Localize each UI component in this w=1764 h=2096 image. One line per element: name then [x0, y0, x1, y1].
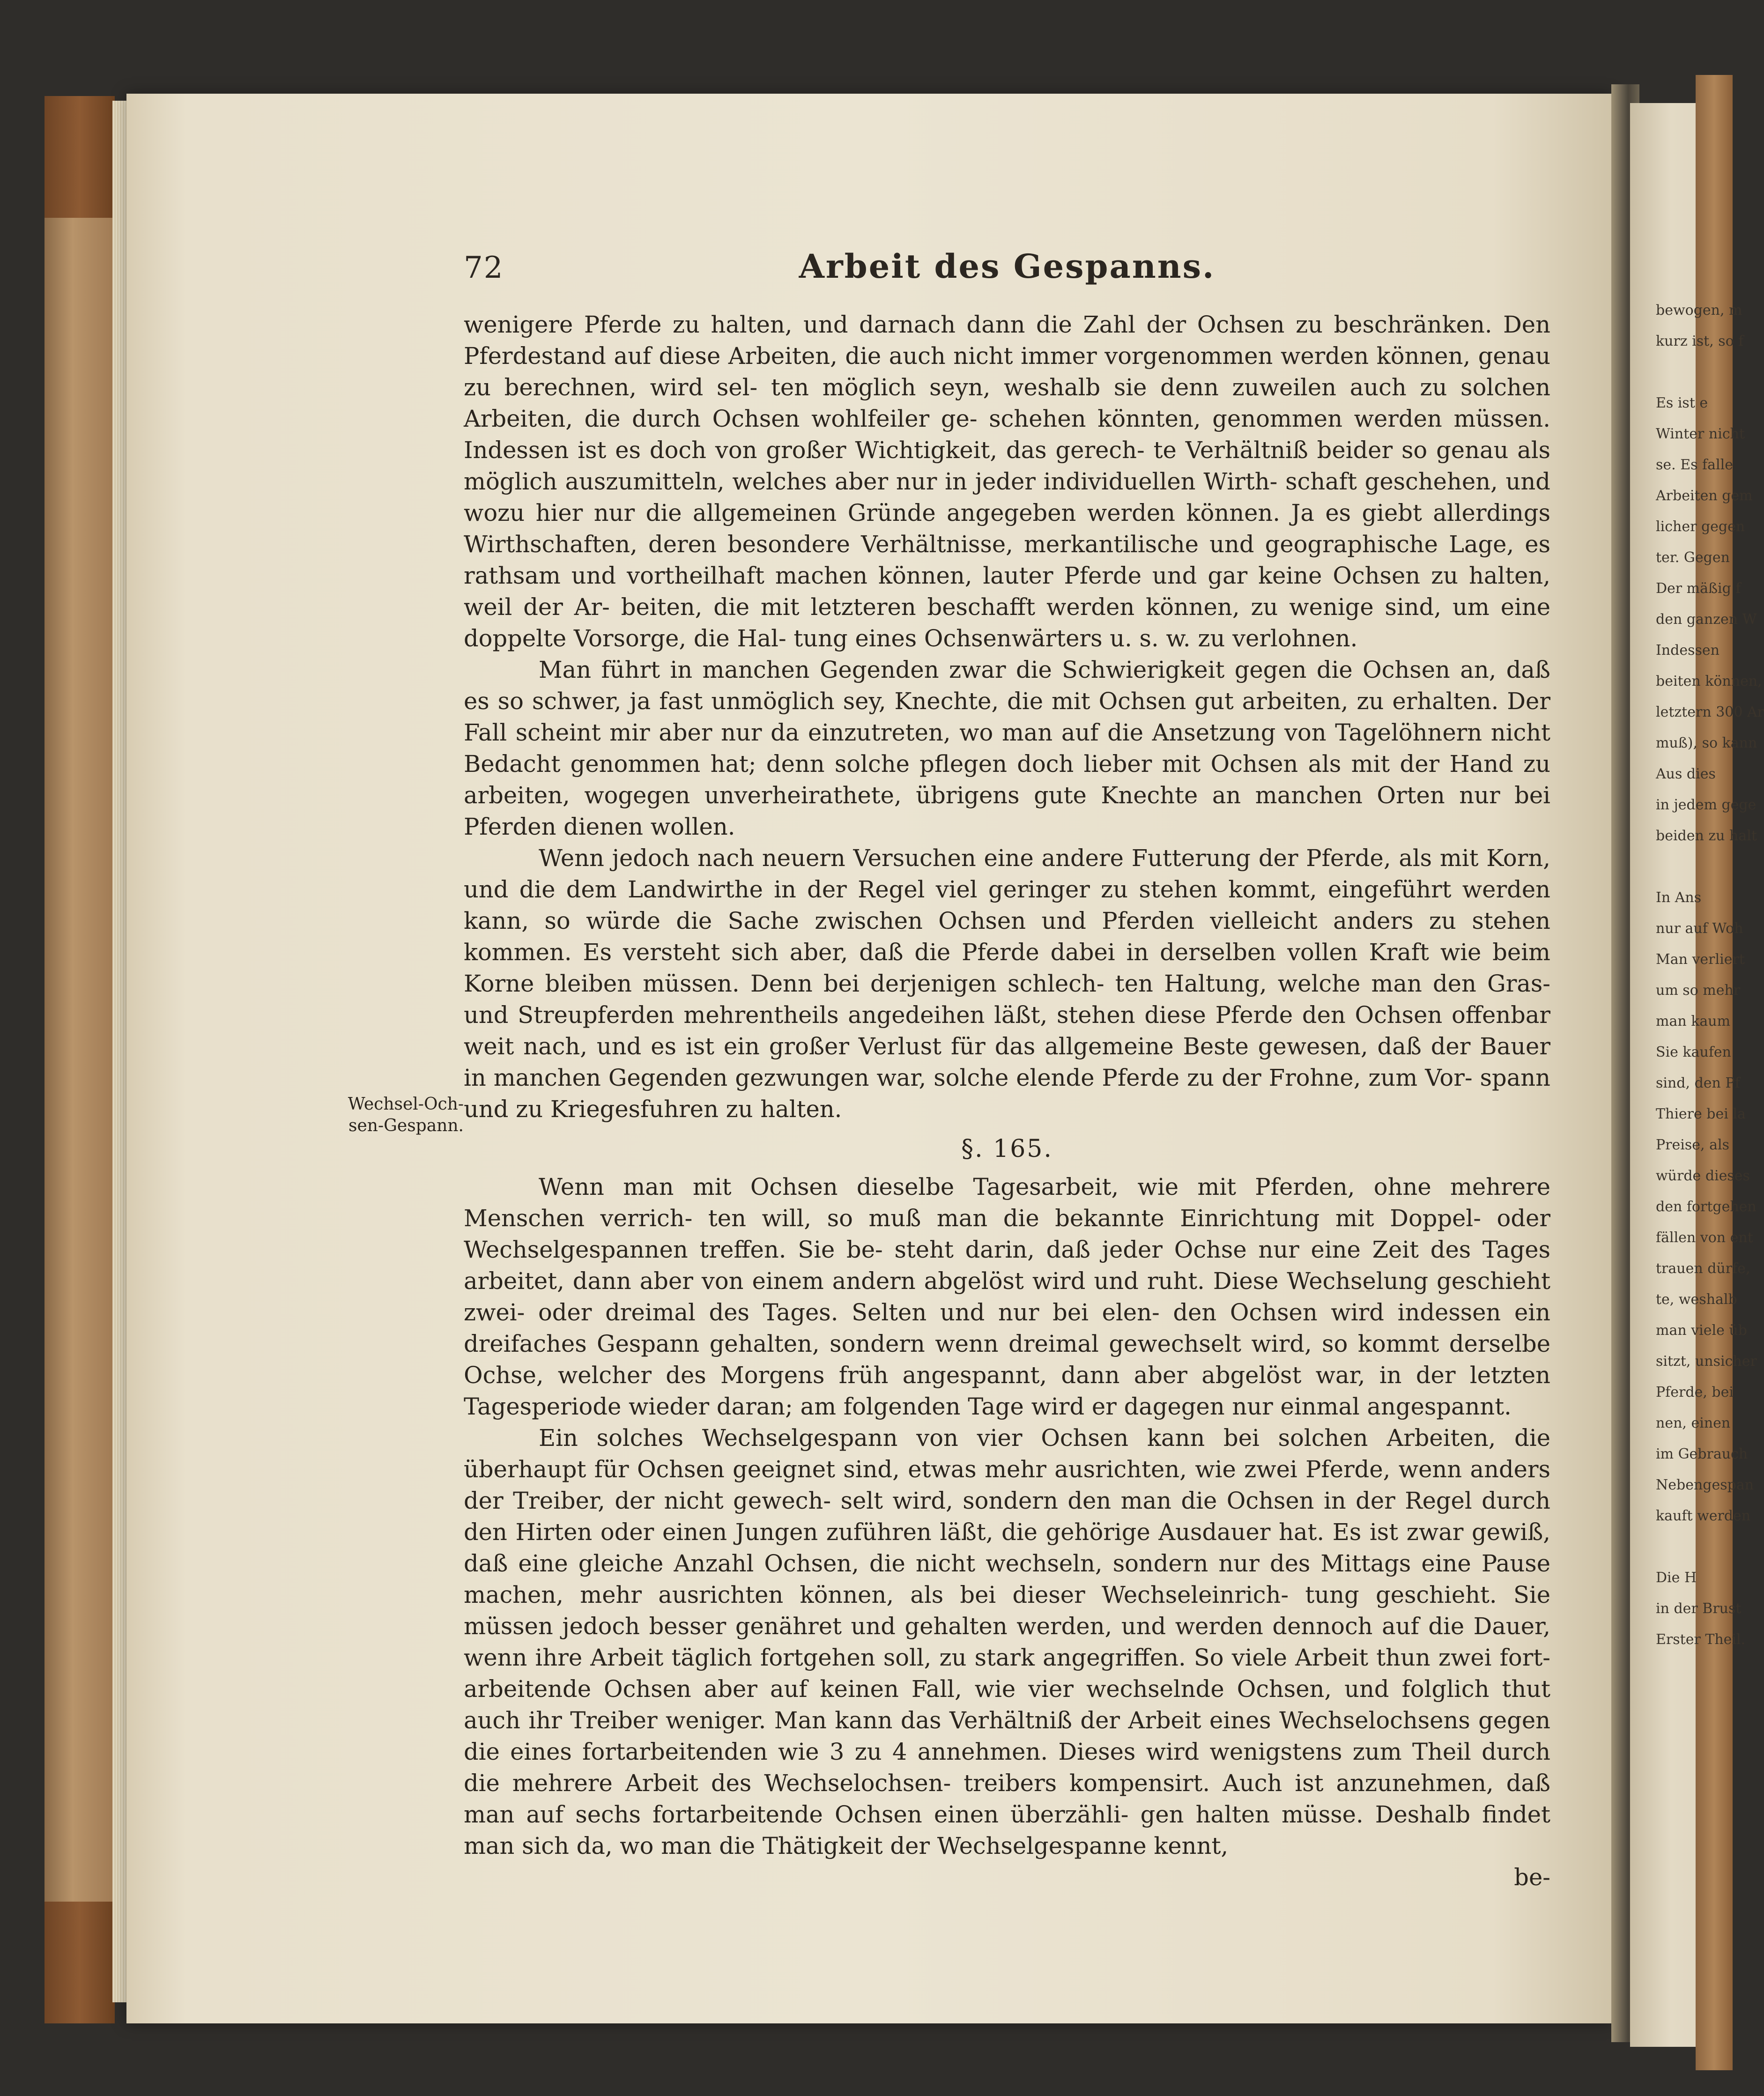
facing-page-line: Thiere bei la	[1656, 1106, 1746, 1122]
facing-page-line: fällen von ent	[1656, 1229, 1753, 1246]
facing-page-line: sitzt, unsicher	[1656, 1353, 1757, 1370]
cover-band-top	[44, 96, 115, 218]
facing-page-line: in jedem gege	[1656, 797, 1757, 813]
facing-page-line: Erster Theil.	[1656, 1631, 1746, 1648]
facing-page-line: letztern 300 Ar	[1656, 704, 1764, 720]
facing-page-line: Sie kaufen	[1656, 1044, 1732, 1060]
page-number: 72	[464, 251, 504, 285]
facing-page-line: sind, den Pf	[1656, 1075, 1740, 1091]
facing-page-line: licher gegen	[1656, 518, 1745, 535]
facing-page-line: beiden zu halt	[1656, 828, 1757, 844]
facing-page-line: trauen dürfe,	[1656, 1260, 1750, 1277]
section-heading: §. 165.	[961, 1135, 1053, 1163]
facing-page-line: Indessen	[1656, 642, 1720, 659]
paragraph: Man führt in manchen Gegenden zwar die Schwierigkeit gegen die Ochsen an, daß es so schwer, ja fast unmöglich sey, Knechte, die mit Ochsen gut arbeiten, zu erhalten. Der Fall scheint mir aber nur da einzutreten, wo man auf die Ansetzung von Tagelöhnern nicht Bedacht genommen hat; denn solche pflegen doch lieber mit Ochsen als mit der Hand zu arbeiten, wogegen unverheirathete, übrigens gute Knechte an manchen Orten nur bei Pferden dienen wollen.	[464, 656, 1550, 840]
facing-page-line: In Ans	[1656, 889, 1702, 906]
facing-page-line: beiten können,	[1656, 673, 1762, 689]
facing-page-line: muß), so kann	[1656, 735, 1757, 751]
facing-page-line: Pferde, bei	[1656, 1384, 1734, 1400]
facing-page-gap	[1656, 852, 1735, 882]
facing-page-line: Man verliert	[1656, 951, 1745, 968]
facing-page-line: den ganzen W	[1656, 611, 1757, 628]
facing-page-line: man kaum	[1656, 1013, 1731, 1029]
paragraph: Ein solches Wechselgespann von vier Ochsen kann bei solchen Arbeiten, die überhaupt für Ochsen geeignet sind, etwas mehr ausrichten, wie zwei Pferde, wenn anders der Treiber, der nicht gewech- selt wird, sondern den man die Ochsen in der Regel durch den Hirten oder einen Jungen zuführen läßt, die gehörige Ausdauer hat. Es ist zwar gewiß, daß eine gleiche Anzahl Ochsen, die nicht wechseln, sondern nur des Mittags eine Pause machen, mehr ausrichten können, als bei dieser Wechseleinrich- tung geschieht. Sie müssen jedoch besser genähret und gehalten werden, und werden dennoch auf die Dauer, wenn ihre Arbeit täglich fortgehen soll, zu stark angegriffen. So viele Arbeit thun zwei fort- arbeitende Ochsen aber auf keinen Fall, wie vier wechselnde Ochsen, und folglich thut auch ihr Treiber weniger. Man kann das Verhältniß der Arbeit eines Wechselochsens gegen die eines fortarbeitenden wie 3 zu 4 annehmen. Dieses wird wenigstens zum Theil durch die mehrere Arbeit des Wechselochsen- treibers kompensirt. Auch ist anzunehmen, daß man auf sechs fortarbeitende Ochsen einen überzähli- gen halten müsse. Deshalb findet man sich da, wo man die Thätigkeit der Wechselgespanne kennt,	[464, 1424, 1550, 1859]
facing-page-line: Die H	[1656, 1570, 1697, 1586]
facing-page-line: se. Es falle	[1656, 457, 1733, 473]
body-text	[464, 309, 1550, 1893]
running-title: Arbeit des Gespanns.	[799, 247, 1216, 286]
facing-page-line: den fortgehen	[1656, 1199, 1757, 1215]
facing-page-line: Arbeiten gem	[1656, 488, 1753, 504]
facing-page-line: um so mehr	[1656, 982, 1741, 999]
page-header	[464, 247, 1550, 293]
facing-page-line: im Gebrauch	[1656, 1446, 1748, 1462]
facing-page-line: Aus dies	[1656, 766, 1716, 782]
paragraph: wenigere Pferde zu halten, und darnach dann die Zahl der Ochsen zu beschränken. Den Pferdestand auf diese Arbeiten, die auch nicht immer vorgenommen werden können, genau zu berechnen, wird sel- ten möglich seyn, weshalb sie denn zuweilen auch zu solchen Arbeiten, die durch Ochsen wohlfeiler ge- schehen könnten, genommen werden müssen. Indessen ist es doch von großer Wichtigkeit, das gerech- te Verhältniß beider so genau als möglich auszumitteln, welches aber nur in jeder individuellen Wirth- schaft geschehen, und wozu hier nur die allgemeinen Gründe angegeben werden können. Ja es giebt allerdings Wirthschaften, deren besondere Verhältnisse, merkantilische und geographische Lage, es rathsam und vortheilhaft machen können, lauter Pferde und gar keine Ochsen zu halten, weil der Ar- beiten, die mit letzteren beschafft werden können, zu wenige sind, um eine doppelte Vorsorge, die Hal- tung eines Ochsenwärters u. s. w. zu verlohnen.	[464, 311, 1550, 652]
facing-page-line: Winter nicht	[1656, 426, 1745, 442]
facing-page-line: nen, einen	[1656, 1415, 1731, 1431]
facing-page-line: ter. Gegen	[1656, 549, 1730, 566]
facing-page-line: Der mäßig f	[1656, 580, 1741, 597]
facing-page-line: in der Brust	[1656, 1600, 1742, 1617]
paragraph: Wenn man mit Ochsen dieselbe Tagesarbeit, wie mit Pferden, ohne mehrere Menschen verrich- ten will, so muß man die bekannte Einrichtung mit Doppel- oder Wechselgespannen treffen. Sie be- steht darin, daß jeder Ochse nur eine Zeit des Tages arbeitet, dann aber von einem andern abgelöst wird und ruht. Diese Wechselung geschieht zwei- oder dreimal des Tages. Selten und nur bei elen- den Ochsen wird indessen ein dreifaches Gespann gehalten, sondern wenn dreimal gewechselt wird, so kommt derselbe Ochse, welcher des Morgens früh angespannt, dann aber abgelöst war, in der letzten Tagesperiode wieder daran; am folgenden Tage wird er dagegen nur einmal angespannt.	[464, 1173, 1550, 1420]
facing-page-line: man viele üb	[1656, 1322, 1747, 1339]
margin-note: Wechsel-Och- sen-Gespann.	[348, 1095, 464, 1135]
facing-page-line: Es ist e	[1656, 395, 1708, 411]
facing-page-line: nur auf Woh	[1656, 920, 1743, 937]
cover-band-bottom	[44, 1902, 115, 2023]
facing-page-text	[1656, 295, 1764, 1655]
catchword: be-	[1514, 1864, 1550, 1891]
facing-page-line: kauft werden	[1656, 1508, 1751, 1524]
facing-page-line: te, weshalb	[1656, 1291, 1737, 1308]
facing-page-line: Nebengespan	[1656, 1477, 1754, 1493]
paragraph: Wenn jedoch nach neuern Versuchen eine andere Futterung der Pferde, als mit Korn, und die dem Landwirthe in der Regel viel geringer zu stehen kommt, eingeführt werden kann, so würde die Sache zwischen Ochsen und Pferden vielleicht anders zu stehen kommen. Es versteht sich aber, daß die Pferde dabei in derselben vollen Kraft wie beim Korne bleiben müssen. Denn bei derjenigen schlech- ten Haltung, welche man den Gras- und Streupferden mehrentheils angedeihen läßt, stehen diese Pferde den Ochsen offenbar weit nach, und es ist ein großer Verlust für das allgemeine Beste gewesen, daß der Bauer in manchen Gegenden gezwungen war, solche elende Pferde zu der Frohne, zum Vor- spann und zu Kriegesfuhren zu halten.	[464, 844, 1550, 1123]
facing-page-gap	[1656, 1532, 1735, 1563]
facing-page-line: würde dieses	[1656, 1168, 1750, 1184]
book-cover-left	[44, 96, 115, 2023]
facing-page-line: Preise, als	[1656, 1137, 1729, 1153]
facing-page-gap	[1656, 357, 1735, 388]
facing-page-line: bewogen, m	[1656, 302, 1742, 318]
facing-page-line: kurz ist, so f	[1656, 333, 1744, 349]
